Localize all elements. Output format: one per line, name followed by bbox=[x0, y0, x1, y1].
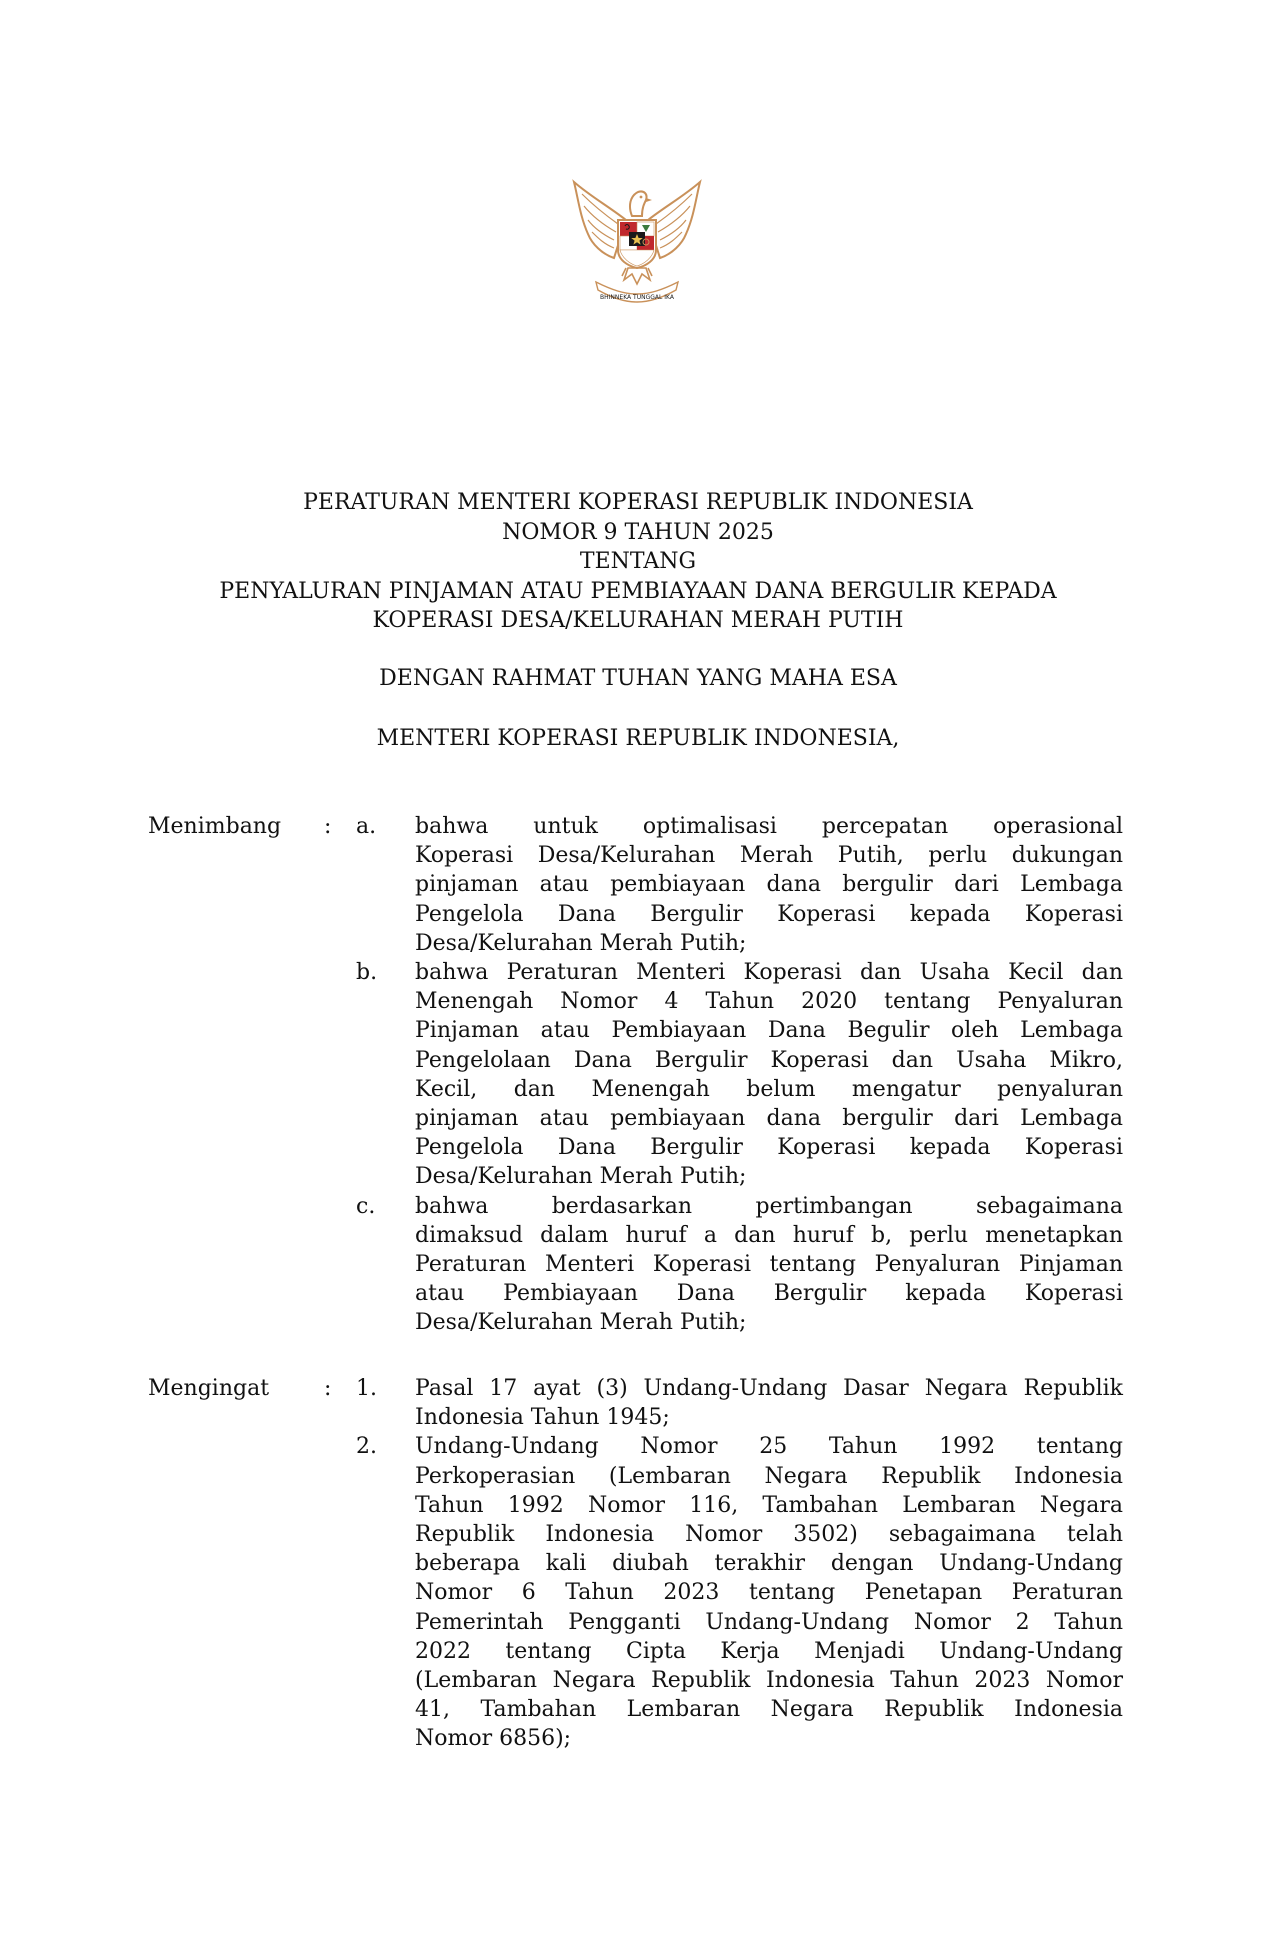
menimbang-section bbox=[0, 812, 1275, 1338]
item-marker: 1. bbox=[356, 1376, 377, 1401]
item-line: Undang-Undang Nomor 25 Tahun 1992 tentang bbox=[415, 1434, 1123, 1460]
item-line: Pengelola Dana Bergulir Koperasi kepada Koperasi bbox=[415, 1135, 1123, 1161]
item-line: bahwa untuk optimalisasi percepatan operasional bbox=[415, 814, 1123, 839]
item-text bbox=[415, 1374, 1123, 1432]
item-text bbox=[415, 958, 1123, 1192]
item-line: Kecil, dan Menengah belum mengatur penyaluran bbox=[415, 1076, 1123, 1102]
mengingat-colon: : bbox=[324, 1376, 332, 1401]
item-line: Desa/Kelurahan Merah Putih; bbox=[415, 1310, 747, 1336]
item-marker: a. bbox=[356, 814, 377, 839]
item-marker: b. bbox=[356, 960, 378, 986]
item-line: Pinjaman atau Pembiayaan Dana Begulir oleh Lembaga bbox=[415, 1018, 1123, 1044]
item-line: pinjaman atau pembiayaan dana bergulir dari Lembaga bbox=[415, 872, 1123, 898]
mengingat-item bbox=[0, 1432, 1275, 1753]
item-line: beberapa kali diubah terakhir dengan Undang-Undang bbox=[415, 1551, 1123, 1577]
emblem-motto: BHINNEKA TUNGGAL IKA bbox=[600, 294, 674, 301]
item-line: Desa/Kelurahan Merah Putih; bbox=[415, 930, 747, 956]
item-line: bahwa berdasarkan pertimbangan sebagaimana bbox=[415, 1193, 1123, 1219]
item-line: Menengah Nomor 4 Tahun 2020 tentang Penyaluran bbox=[415, 989, 1123, 1015]
item-line: Pengelola Dana Bergulir Koperasi kepada Koperasi bbox=[415, 901, 1123, 927]
item-line: Nomor 6 Tahun 2023 tentang Penetapan Peraturan bbox=[415, 1580, 1123, 1606]
menimbang-item bbox=[0, 1192, 1275, 1338]
mengingat-section bbox=[0, 1374, 1275, 1754]
item-line: 2022 tentang Cipta Kerja Menjadi Undang-Undang bbox=[415, 1638, 1123, 1664]
menimbang-colon: : bbox=[324, 814, 332, 839]
menimbang-item bbox=[0, 958, 1275, 1192]
item-text bbox=[415, 1192, 1123, 1338]
item-line: 41, Tambahan Lembaran Negara Republik Indonesia bbox=[415, 1697, 1123, 1723]
item-line: bahwa Peraturan Menteri Koperasi dan Usaha Kecil dan bbox=[415, 960, 1123, 986]
item-line: Pasal 17 ayat (3) Undang-Undang Dasar Negara Republik bbox=[415, 1376, 1123, 1401]
item-text bbox=[415, 1432, 1123, 1753]
item-line: (Lembaran Negara Republik Indonesia Tahun 2023 Nomor bbox=[415, 1668, 1123, 1694]
item-line: Pemerintah Pengganti Undang-Undang Nomor 2 Tahun bbox=[415, 1609, 1123, 1635]
menimbang-item bbox=[0, 812, 1275, 958]
item-text bbox=[415, 812, 1123, 958]
mengingat-item bbox=[0, 1374, 1275, 1432]
item-marker: 2. bbox=[356, 1434, 377, 1460]
mengingat-label: Mengingat bbox=[148, 1376, 270, 1401]
invocation: DENGAN RAHMAT TUHAN YANG MAHA ESA bbox=[379, 666, 897, 691]
item-line: Nomor 6856); bbox=[415, 1726, 572, 1752]
item-line: Peraturan Menteri Koperasi tentang Penyaluran Pinjaman bbox=[415, 1252, 1123, 1278]
document-heading bbox=[148, 488, 1128, 636]
minister-title: MENTERI KOPERASI REPUBLIK INDONESIA, bbox=[376, 726, 900, 751]
item-line: Perkoperasian (Lembaran Negara Republik Indonesia bbox=[415, 1463, 1123, 1489]
item-line: Republik Indonesia Nomor 3502) sebagaimana telah bbox=[415, 1522, 1123, 1548]
heading-subject-line-2: KOPERASI DESA/KELURAHAN MERAH PUTIH bbox=[372, 608, 904, 633]
item-line: Indonesia Tahun 1945; bbox=[415, 1405, 670, 1431]
mengingat-list bbox=[0, 1374, 1275, 1754]
item-marker: c. bbox=[356, 1193, 376, 1219]
item-line: dimaksud dalam huruf a dan huruf b, perlu menetapkan bbox=[415, 1222, 1123, 1248]
heading-title: PERATURAN MENTERI KOPERASI REPUBLIK INDONESIA bbox=[303, 490, 973, 515]
item-line: Tahun 1992 Nomor 116, Tambahan Lembaran Negara bbox=[415, 1492, 1123, 1518]
heading-subject-line-1: PENYALURAN PINJAMAN ATAU PEMBIAYAAN DANA BERGULIR KEPADA bbox=[219, 578, 1057, 604]
menimbang-list bbox=[0, 812, 1275, 1338]
item-line: Pengelolaan Dana Bergulir Koperasi dan Usaha Mikro, bbox=[415, 1047, 1123, 1073]
garuda-emblem-icon bbox=[568, 176, 706, 306]
heading-number: NOMOR 9 TAHUN 2025 bbox=[502, 519, 774, 545]
item-line: pinjaman atau pembiayaan dana bergulir dari Lembaga bbox=[415, 1106, 1123, 1132]
item-line: atau Pembiayaan Dana Bergulir kepada Koperasi bbox=[415, 1281, 1123, 1307]
heading-tentang: TENTANG bbox=[579, 549, 697, 574]
item-line: Desa/Kelurahan Merah Putih; bbox=[415, 1164, 747, 1190]
item-line: Koperasi Desa/Kelurahan Merah Putih, perlu dukungan bbox=[415, 843, 1123, 869]
menimbang-label: Menimbang bbox=[148, 814, 282, 839]
